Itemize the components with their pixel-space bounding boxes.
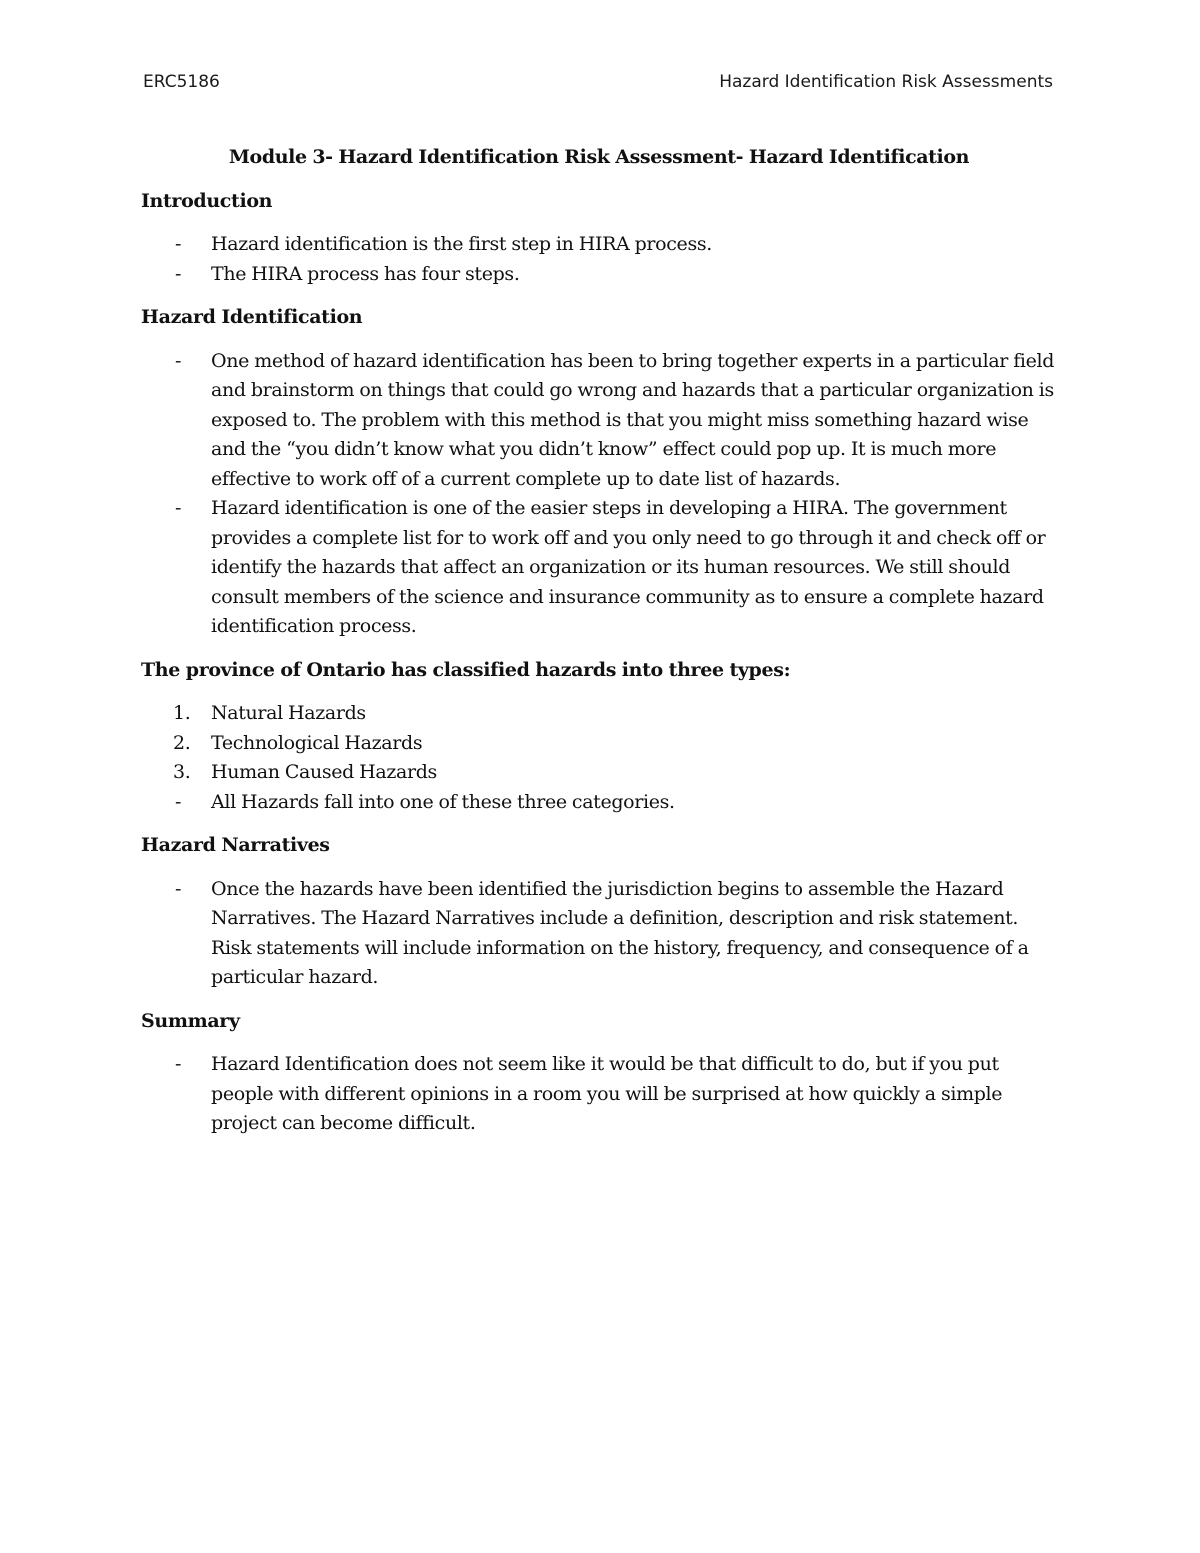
list-item-text: Hazard Identification does not seem like it would be that difficult to do, but if you put people with different opinions in a room you will be surprised at how quickly a simple project can become difficult. [211,1053,1003,1134]
dash-bullet: - [175,790,182,813]
list-item-text: Once the hazards have been identified the jurisdiction begins to assemble the Hazard Narratives. The Hazard Narratives include a definition, description and risk statement. Risk statements will include information on the history, frequency, and consequence of a particular hazard. [211,877,1029,988]
list-number: 1. [173,702,191,724]
document-title: Module 3- Hazard Identification Risk Assessment- Hazard Identification [228,146,970,168]
hazard-narratives-list [141,875,1057,993]
dash-bullet: - [175,877,182,900]
heading-hazard-identification: Hazard Identification [141,306,363,328]
list-item-text: Hazard identification is one of the easier steps in developing a HIRA. The government provides a complete list for to work off and you only need to go through it and check off or identify the hazards that affect an organization or its human resources. We still should consult members of the science and insurance community as to ensure a complete hazard identification process. [211,497,1046,637]
list-item-text: One method of hazard identification has been to bring together experts in a particular field and brainstorm on things that could go wrong and hazards that a particular organization is exposed to. The problem with this method is that you might miss something hazard wise and the “you didn’t know what you didn’t know” effect could pop up. It is much more effective to work off of a current complete up to date list of hazards. [211,349,1055,490]
introduction-list [141,230,1057,289]
list-item [141,347,1057,495]
dash-bullet: - [175,497,182,519]
heading-summary: Summary [141,1009,240,1032]
dash-bullet: - [175,262,182,285]
list-number: 3. [173,761,191,783]
list-item [141,788,1057,818]
list-item-text: Technological Hazards [211,731,423,754]
summary-list [141,1050,1057,1139]
hazard-types-note-list [141,788,1057,818]
list-item [141,260,1057,290]
heading-ontario-hazard-types: The province of Ontario has classified hazards into three types: [141,658,791,681]
course-code: ERC5186 [143,72,220,92]
list-item-text: Hazard identification is the first step in HIRA process. [211,233,712,255]
hazard-identification-list [141,347,1057,642]
dash-bullet: - [175,349,182,372]
heading-hazard-narratives: Hazard Narratives [141,834,330,856]
list-number: 2. [173,731,191,754]
heading-introduction: Introduction [141,189,273,212]
list-item-text: All Hazards fall into one of these three categories. [211,790,675,813]
list-item-text: The HIRA process has four steps. [211,262,520,285]
list-item [141,729,1057,759]
document-body [141,143,1057,1153]
hazard-types-list [141,699,1057,788]
list-item [141,758,1057,788]
dash-bullet: - [175,233,182,255]
course-title: Hazard Identification Risk Assessments [719,72,1053,92]
list-item-text: Natural Hazards [211,702,366,724]
list-item [141,230,1057,260]
page-header [143,72,1053,98]
dash-bullet: - [175,1053,182,1075]
list-item [141,875,1057,993]
list-item [141,1050,1057,1139]
list-item-text: Human Caused Hazards [211,761,437,783]
list-item [141,494,1057,642]
list-item [141,699,1057,729]
